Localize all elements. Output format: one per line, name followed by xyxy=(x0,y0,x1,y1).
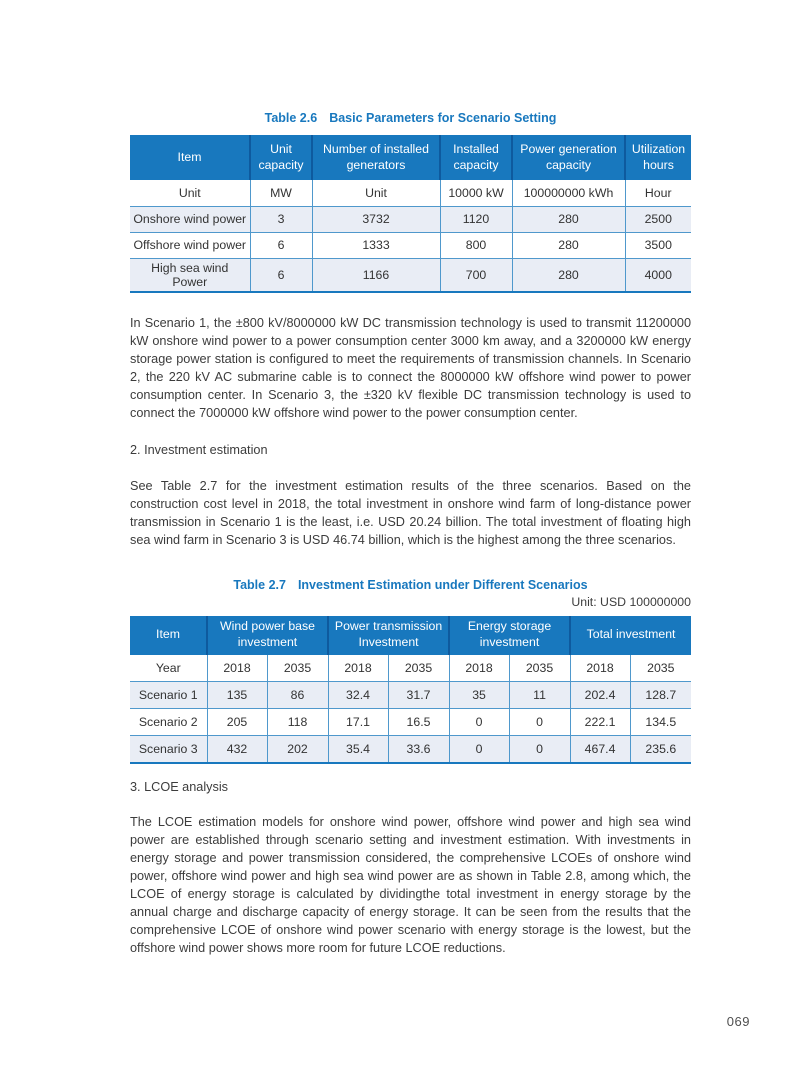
table-cell: 0 xyxy=(449,736,509,763)
table-row-scenario3 xyxy=(130,736,691,763)
table-cell: 0 xyxy=(509,736,570,763)
table-cell: 467.4 xyxy=(570,736,630,763)
table-cell: 134.5 xyxy=(630,709,691,736)
table-cell: 31.7 xyxy=(388,682,449,709)
table-cell: MW xyxy=(250,180,312,206)
table-row-onshore xyxy=(130,206,691,232)
table-cell: 2018 xyxy=(570,655,630,682)
table-cell: 135 xyxy=(207,682,267,709)
table-cell: 205 xyxy=(207,709,267,736)
table-cell: 32.4 xyxy=(328,682,388,709)
table-cell: 128.7 xyxy=(630,682,691,709)
table-cell: 2035 xyxy=(267,655,328,682)
table-cell: 2035 xyxy=(388,655,449,682)
table26-title-text: Basic Parameters for Scenario Setting xyxy=(329,111,557,125)
table-cell: 16.5 xyxy=(388,709,449,736)
table-header-row xyxy=(130,616,691,655)
table-investment-estimation xyxy=(130,616,691,764)
table-cell: 2018 xyxy=(207,655,267,682)
table-header-cell: Power generation capacity xyxy=(512,135,625,180)
table-cell: 35 xyxy=(449,682,509,709)
table-cell: Scenario 3 xyxy=(130,736,207,763)
paragraph-scenarios: In Scenario 1, the ±800 kV/8000000 kW DC transmission technology is used to transmit 11200000 kW onshore wind power to a power consumption center 3000 km away, and a 3200000 kW energy storage power station is configured to meet the requirements of transmission channels. In Scenario 2, the 220 kV AC submarine cable is to connect the 8000000 kW offshore wind power to power consumption center. In Scenario 3, the ±320 kV flexible DC transmission technology is used to connect the 7000000 kW offshore wind power to the power consumption center. xyxy=(130,315,691,420)
table-cell: 202.4 xyxy=(570,682,630,709)
table-row-unit xyxy=(130,180,691,206)
table-header-cell: Unit capacity xyxy=(250,135,312,180)
table-cell: 280 xyxy=(512,258,625,292)
table-cell: High sea wind Power xyxy=(130,258,250,292)
table-row-highsea xyxy=(130,258,691,292)
table-header-cell: Energy storage investment xyxy=(449,616,570,655)
table-cell: 33.6 xyxy=(388,736,449,763)
table-cell: Hour xyxy=(625,180,691,206)
table-cell: 2018 xyxy=(449,655,509,682)
table-row-scenario1 xyxy=(130,682,691,709)
table-header-cell: Utilization hours xyxy=(625,135,691,180)
table-cell: 11 xyxy=(509,682,570,709)
table-cell: 2500 xyxy=(625,206,691,232)
table-cell: 1166 xyxy=(312,258,440,292)
table-cell: 432 xyxy=(207,736,267,763)
table-cell: 2018 xyxy=(328,655,388,682)
table-header-cell: Total investment xyxy=(570,616,691,655)
paragraph-lcoe: The LCOE estimation models for onshore wind power, offshore wind power and high sea wind power are established through scenario setting and investment estimation. With investments in energy storage and power transmission considered, the comprehensive LCOEs of onshore wind power, offshore wind power and high sea wind power are as shown in Table 2.8, among which, the LCOE of energy storage is calculated by dividingthe total investment in energy storage by the annual charge and discharge capacity of energy storage. It can be seen from the results that the comprehensive LCOE of onshore wind power scenario with energy storage is the lowest, but the offshore wind power shows more room for future LCOE reductions. xyxy=(130,814,691,955)
table-cell: 10000 kW xyxy=(440,180,512,206)
table-cell: 235.6 xyxy=(630,736,691,763)
table-row-year xyxy=(130,655,691,682)
table-cell: Offshore wind power xyxy=(130,232,250,258)
table-cell: 800 xyxy=(440,232,512,258)
table-cell: 6 xyxy=(250,258,312,292)
table-cell: 6 xyxy=(250,232,312,258)
table-row-scenario2 xyxy=(130,709,691,736)
table-cell: 2035 xyxy=(509,655,570,682)
table-cell: 118 xyxy=(267,709,328,736)
table-header-cell: Installed capacity xyxy=(440,135,512,180)
table-cell: 222.1 xyxy=(570,709,630,736)
paragraph-investment: See Table 2.7 for the investment estimation results of the three scenarios. Based on the construction cost level in 2018, the total investment in onshore wind farm of long-distance power transmission in Scenario 1 is the least, i.e. USD 20.24 billion. The total investment of floating high sea wind farm in Scenario 3 is USD 46.74 billion, which is the highest among the three scenarios. xyxy=(130,478,691,547)
table-cell: 100000000 kWh xyxy=(512,180,625,206)
table-header-cell: Item xyxy=(130,616,207,655)
table-basic-parameters xyxy=(130,135,691,293)
page-number: 069 xyxy=(726,1014,750,1029)
table27-title-label: Table 2.7 xyxy=(233,577,286,592)
table-header-cell: Item xyxy=(130,135,250,180)
heading-investment-estimation: 2. Investment estimation xyxy=(130,442,268,457)
table-cell: 35.4 xyxy=(328,736,388,763)
table-cell: 0 xyxy=(509,709,570,736)
table-cell: 4000 xyxy=(625,258,691,292)
table-cell: 280 xyxy=(512,232,625,258)
table-cell: 86 xyxy=(267,682,328,709)
table-cell: Unit xyxy=(312,180,440,206)
table-header-cell: Number of installed generators xyxy=(312,135,440,180)
table26-title xyxy=(130,110,691,126)
table27-title-text: Investment Estimation under Different Scenarios xyxy=(297,577,588,592)
table-header-cell: Power transmission Investment xyxy=(328,616,449,655)
table-row-offshore xyxy=(130,232,691,258)
table-cell: 1120 xyxy=(440,206,512,232)
table27-unit-note: Unit: USD 100000000 xyxy=(571,594,691,609)
page-content xyxy=(130,0,691,957)
table-cell: 202 xyxy=(267,736,328,763)
table-cell: 280 xyxy=(512,206,625,232)
table-cell: Year xyxy=(155,660,181,675)
table-cell: 700 xyxy=(440,258,512,292)
table27-title xyxy=(130,577,691,593)
table-cell: Scenario 2 xyxy=(130,709,207,736)
table-cell: Unit xyxy=(178,185,201,200)
table-cell: 3 xyxy=(250,206,312,232)
table-cell: 0 xyxy=(449,709,509,736)
table-cell: 3732 xyxy=(312,206,440,232)
table-cell: 17.1 xyxy=(328,709,388,736)
table26-title-label: Table 2.6 xyxy=(264,111,318,125)
table-cell: 1333 xyxy=(312,232,440,258)
table-cell: 3500 xyxy=(625,232,691,258)
table-cell: Scenario 1 xyxy=(130,682,207,709)
heading-lcoe-analysis: 3. LCOE analysis xyxy=(130,779,229,794)
table-cell: 2035 xyxy=(630,655,691,682)
table-header-cell: Wind power base investment xyxy=(207,616,328,655)
table-cell: Onshore wind power xyxy=(130,206,250,232)
table-header-row xyxy=(130,135,691,180)
